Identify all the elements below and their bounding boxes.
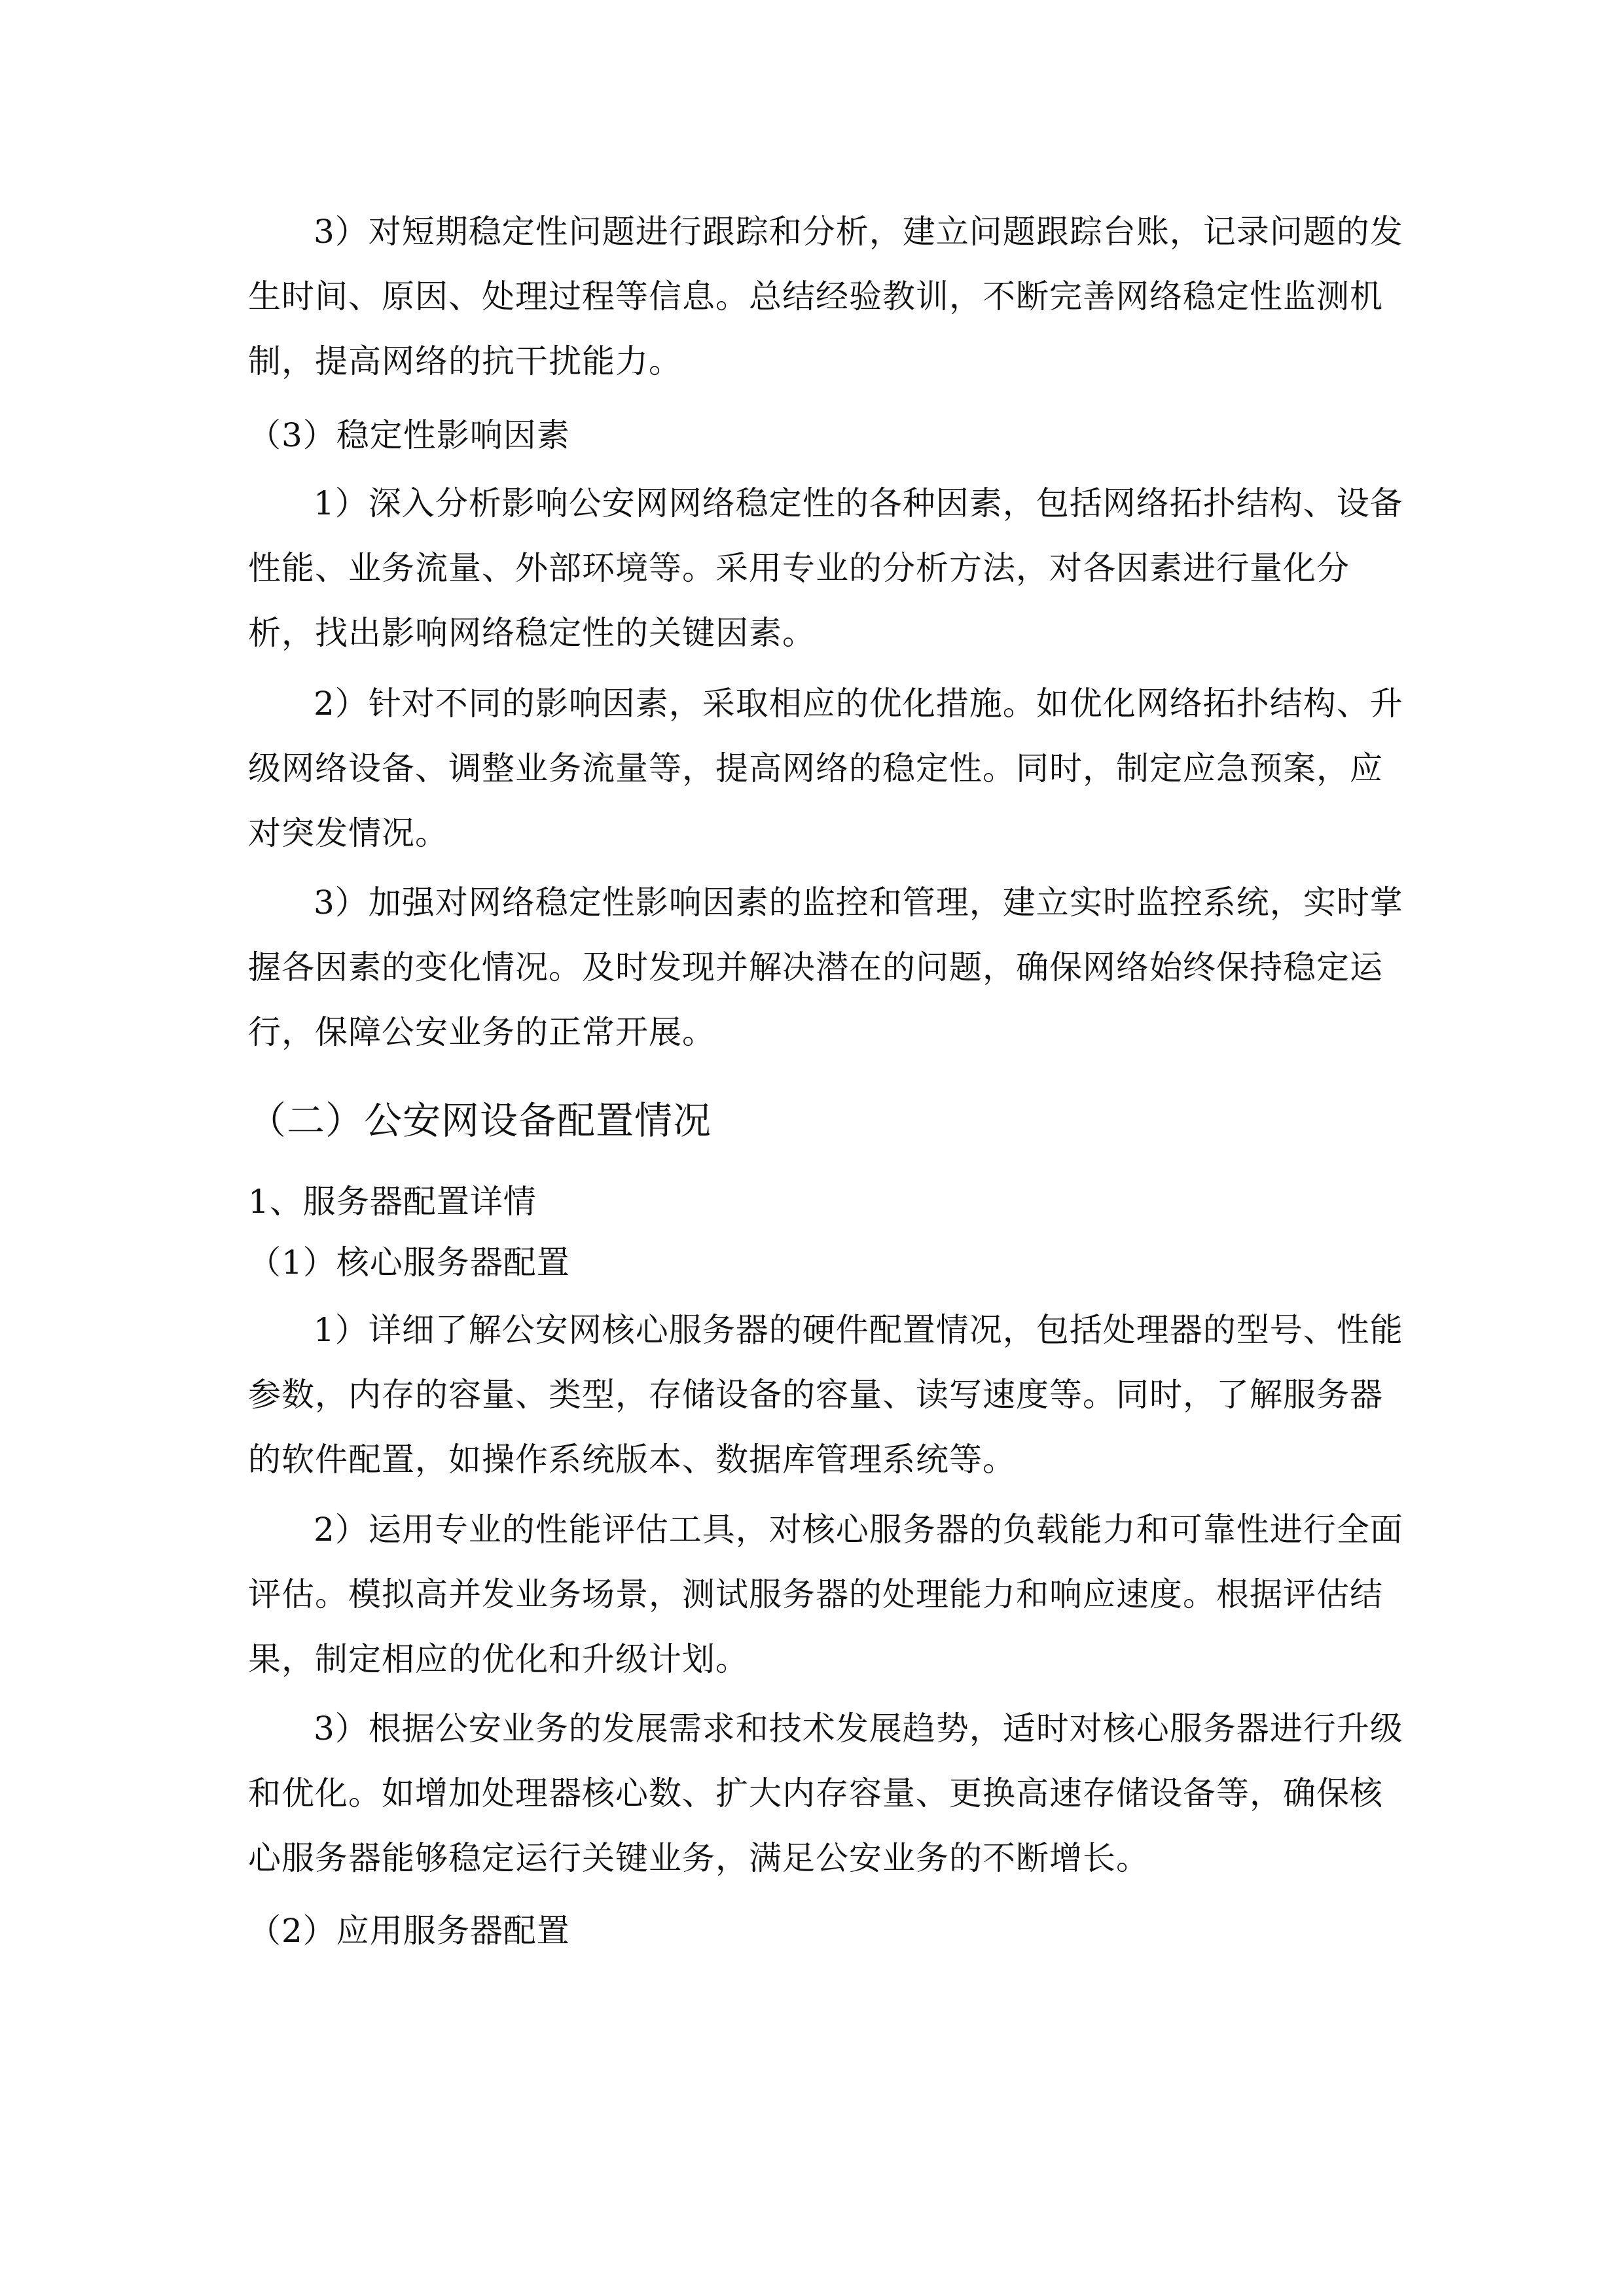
paragraph-line: 析，找出影响网络稳定性的关键因素。 [248, 614, 816, 652]
subheading-text: （1）核心服务器配置 [248, 1244, 570, 1282]
paragraph-line: 评估。模拟高并发业务场景，测试服务器的处理能力和响应速度。根据评估结 [248, 1575, 1383, 1613]
paragraph-line: 果，制定相应的优化和升级计划。 [248, 1640, 749, 1678]
subheading-text: （2）应用服务器配置 [248, 1912, 570, 1950]
paragraph-line: 3）根据公安业务的发展需求和技术发展趋势，适时对核心服务器进行升级 [314, 1710, 1403, 1748]
paragraph-line: 1）深入分析影响公安网网络稳定性的各种因素，包括网络拓扑结构、设备 [314, 484, 1403, 522]
paragraph-line: 对突发情况。 [248, 814, 448, 852]
subheading-text: （3）稳定性影响因素 [248, 416, 570, 454]
subheading-application-server [248, 1899, 1413, 1964]
section-heading-text: （二）公安网设备配置情况 [248, 1098, 712, 1143]
document-body [248, 200, 1413, 1964]
paragraph-performance-evaluation [248, 1498, 1413, 1692]
paragraph-line: 3）加强对网络稳定性影响因素的监控和管理，建立实时监控系统，实时掌 [314, 884, 1403, 922]
paragraph-monitoring-management [248, 870, 1413, 1065]
paragraph-upgrade-optimization [248, 1696, 1413, 1891]
paragraph-line: 参数，内存的容量、类型，存储设备的容量、读写速度等。同时，了解服务器 [248, 1376, 1383, 1414]
subheading-stability-factors [248, 403, 1413, 468]
subheading-core-server [248, 1230, 1413, 1295]
paragraph-line: 2）运用专业的性能评估工具，对核心服务器的负载能力和可靠性进行全面 [314, 1511, 1403, 1549]
paragraph-optimization-measures [248, 672, 1413, 866]
paragraph-line: 握各因素的变化情况。及时发现并解决潜在的问题，确保网络始终保持稳定运 [248, 948, 1383, 986]
paragraph-line: 生时间、原因、处理过程等信息。总结经验教训，不断完善网络稳定性监测机 [248, 278, 1383, 315]
heading-server-configuration [248, 1170, 1413, 1234]
paragraph-line: 2）针对不同的影响因素，采取相应的优化措施。如优化网络拓扑结构、升 [314, 685, 1403, 723]
paragraph-hardware-configuration [248, 1298, 1413, 1492]
heading-text: 1、服务器配置详情 [248, 1183, 537, 1221]
paragraph-analyze-factors [248, 471, 1413, 666]
paragraph-line: 的软件配置，如操作系统版本、数据库管理系统等。 [248, 1441, 1016, 1479]
paragraph-line: 3）对短期稳定性问题进行跟踪和分析，建立问题跟踪台账，记录问题的发 [314, 213, 1403, 251]
paragraph-line: 1）详细了解公安网核心服务器的硬件配置情况，包括处理器的型号、性能 [314, 1311, 1403, 1349]
section-heading-device-configuration [248, 1085, 1413, 1157]
paragraph-short-term-issue-tracking [248, 200, 1413, 394]
paragraph-line: 性能、业务流量、外部环境等。采用专业的分析方法，对各因素进行量化分 [248, 549, 1350, 587]
paragraph-line: 行，保障公安业务的正常开展。 [248, 1013, 715, 1051]
paragraph-line: 和优化。如增加处理器核心数、扩大内存容量、更换高速存储设备等，确保核 [248, 1774, 1383, 1812]
paragraph-line: 心服务器能够稳定运行关键业务，满足公安业务的不断增长。 [248, 1839, 1149, 1877]
paragraph-line: 级网络设备、调整业务流量等，提高网络的稳定性。同时，制定应急预案，应 [248, 749, 1383, 787]
paragraph-line: 制，提高网络的抗干扰能力。 [248, 342, 682, 380]
